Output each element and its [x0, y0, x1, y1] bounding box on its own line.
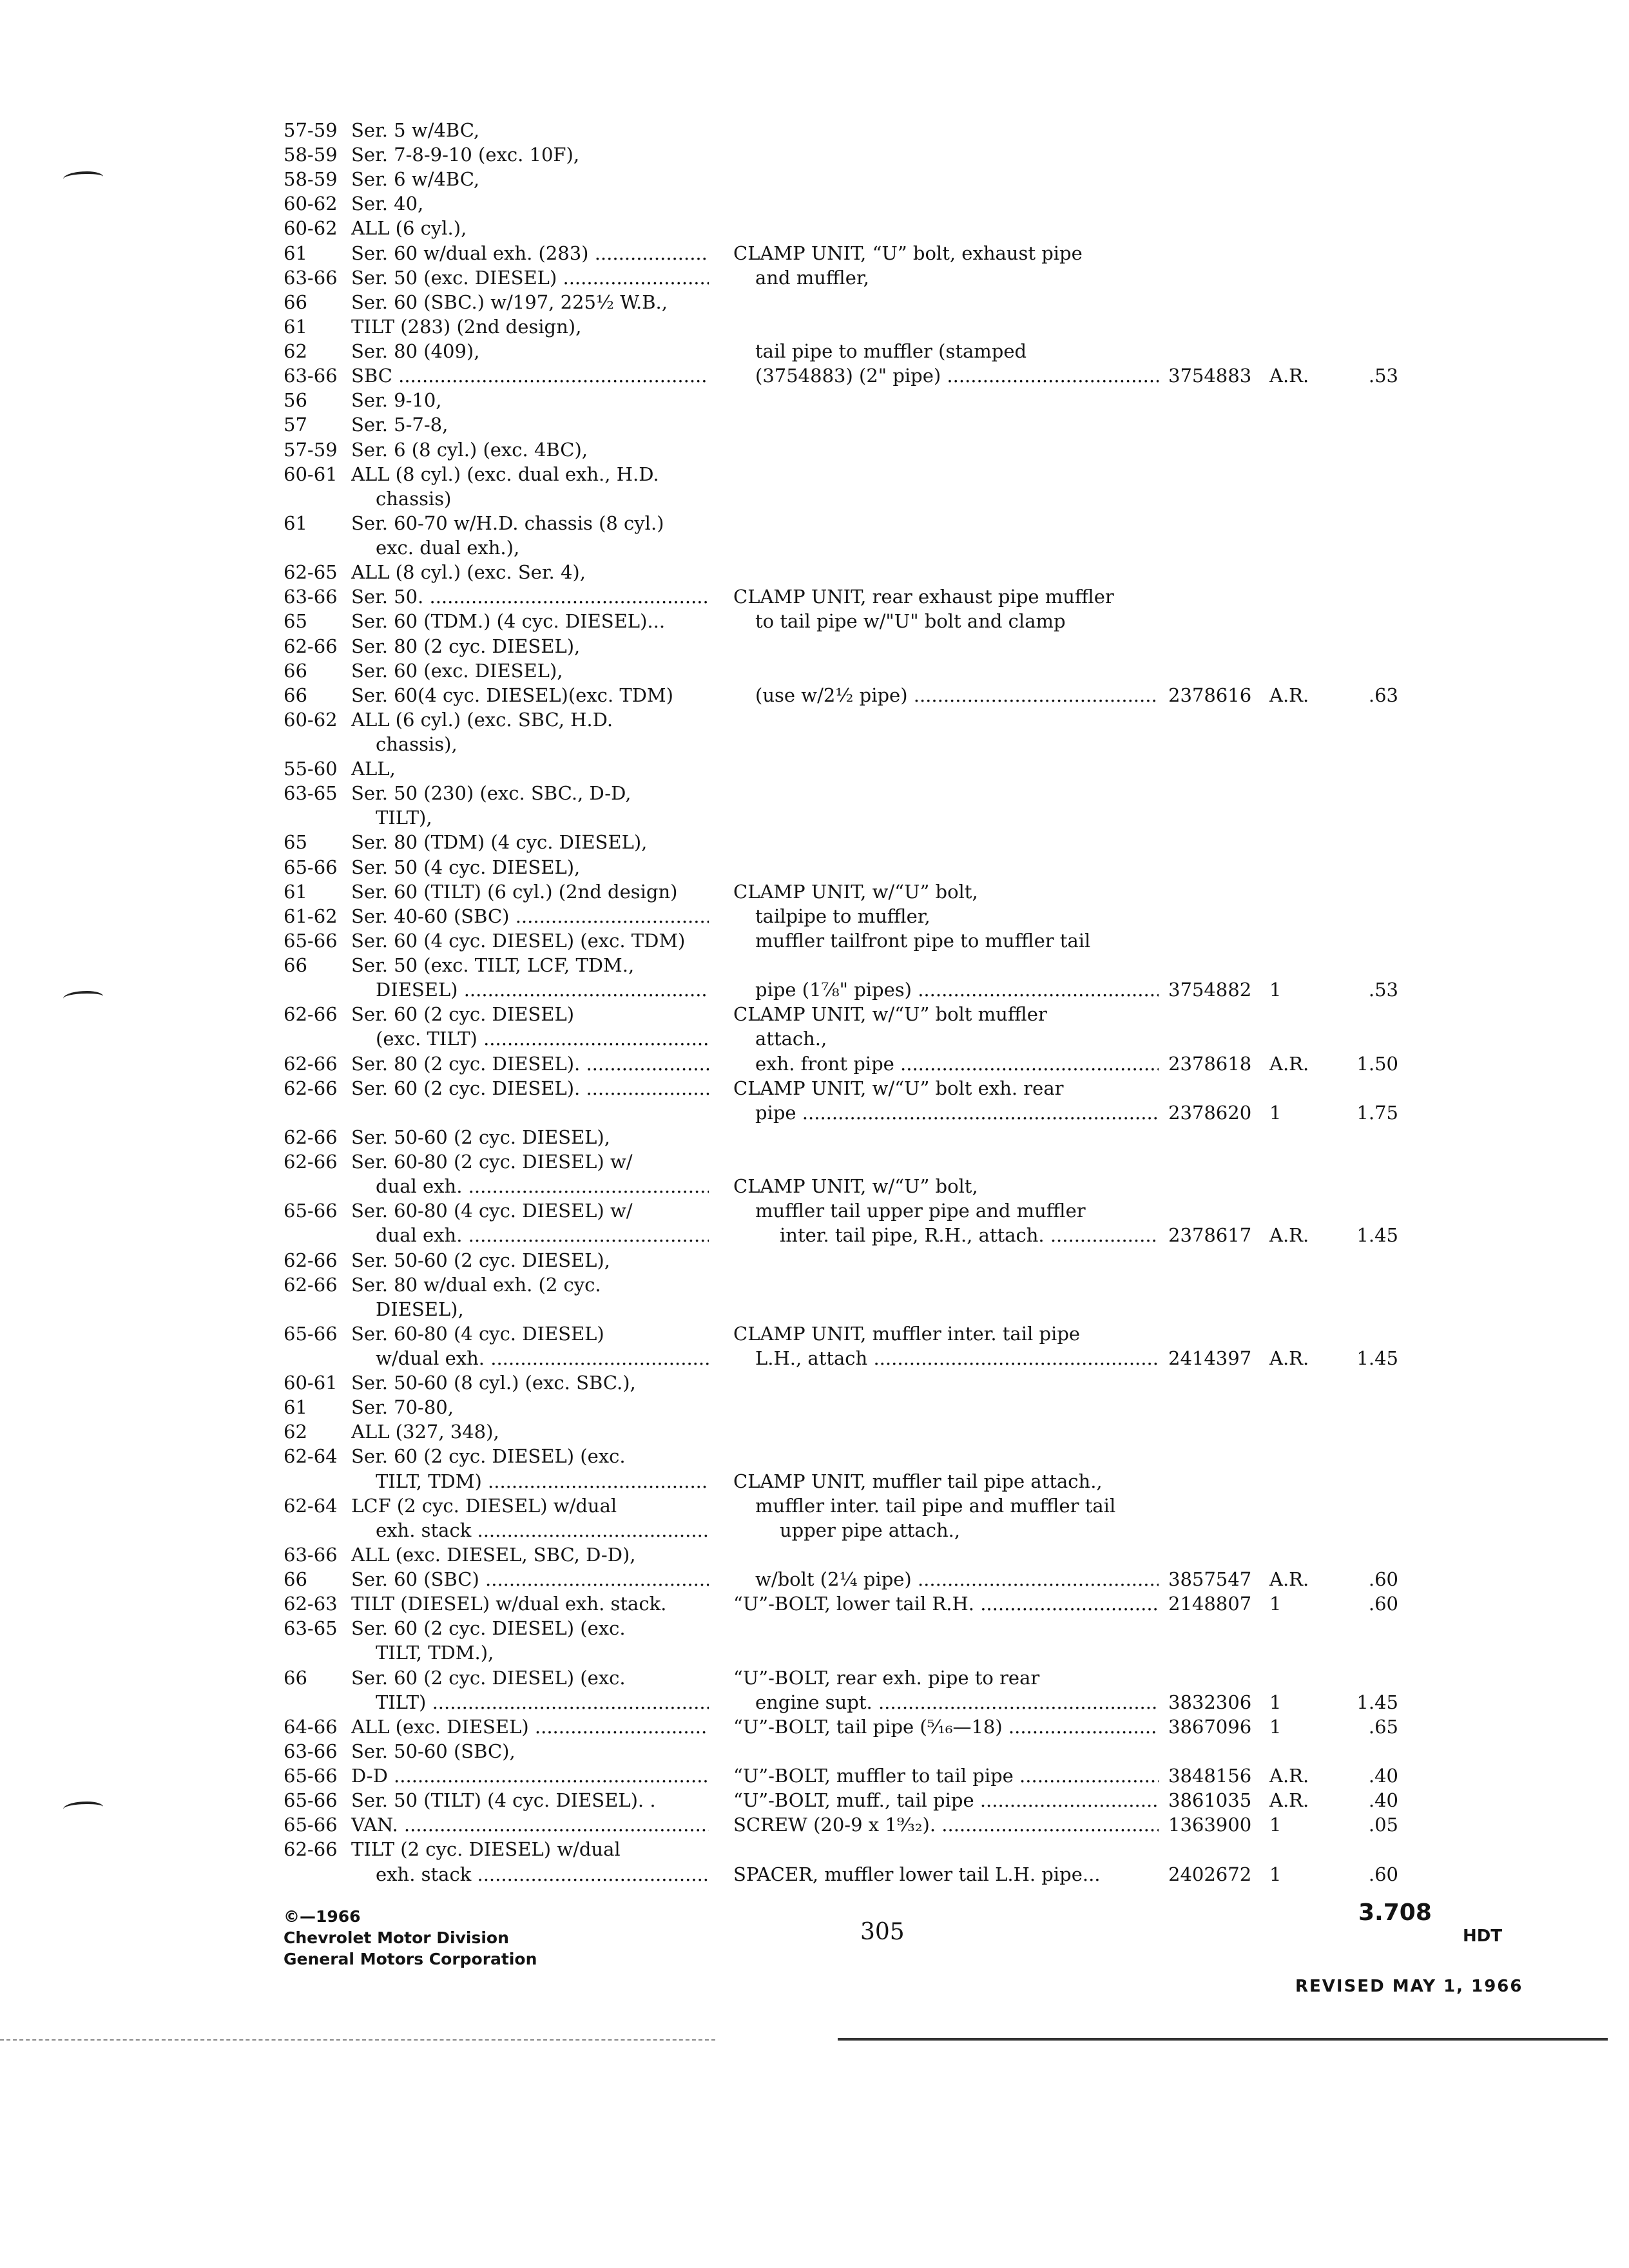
model-year: 63-65 [284, 782, 338, 805]
table-row [0, 1862, 1629, 1887]
model-application: Ser. 40, [351, 193, 424, 215]
table-row [0, 1419, 1629, 1444]
table-row [0, 683, 1629, 707]
model-application: (exc. TILT) ..... [376, 1026, 709, 1051]
table-row [0, 118, 1629, 142]
model-application: TILT), [376, 807, 432, 829]
model-year: 62-66 [284, 1003, 338, 1026]
part-description: to tail pipe w/"U" bolt and clamp [755, 610, 1066, 633]
table-row [0, 977, 1629, 1002]
table-row [0, 756, 1629, 781]
model-application: exh. stack ..... [376, 1518, 709, 1542]
table-row [0, 1076, 1629, 1100]
model-year: 62-64 [284, 1494, 338, 1517]
bottom-rule-left [0, 2039, 715, 2041]
revision-date: REVISED MAY 1, 1966 [1295, 1977, 1523, 1996]
model-year: 60-62 [284, 193, 338, 215]
part-description: L.H., attach ..... [755, 1346, 1159, 1370]
model-application: Ser. 60 w/dual exh. (283) ..... [351, 241, 709, 265]
model-application: Ser. 60 (2 cyc. DIESEL) [351, 1003, 575, 1026]
model-year: 63-66 [284, 266, 338, 289]
model-year: 66 [284, 684, 307, 706]
model-year: 62-66 [284, 635, 338, 657]
table-row [0, 412, 1629, 437]
model-application: Ser. 80 (2 cyc. DIESEL). ..... [351, 1052, 709, 1076]
model-year: 65-66 [284, 1322, 338, 1345]
table-row [0, 1125, 1629, 1149]
punch-hole-mark-middle [63, 991, 103, 1004]
part-description: CLAMP UNIT, w/“U” bolt, [733, 880, 978, 903]
table-row [0, 1395, 1629, 1419]
table-row [0, 781, 1629, 805]
model-year: 61 [284, 512, 307, 534]
quantity: 1 [1269, 1715, 1282, 1738]
model-application: Ser. 6 (8 cyl.) (exc. 4BC), [351, 438, 588, 461]
model-application: Ser. 60 (TILT) (6 cyl.) (2nd design) [351, 880, 678, 903]
part-description: CLAMP UNIT, muffler tail pipe attach., [733, 1470, 1103, 1492]
model-year: 65-66 [284, 856, 338, 878]
model-application: TILT, TDM) ..... [376, 1469, 709, 1494]
model-year: 63-65 [284, 1617, 338, 1640]
footer-publisher [284, 1906, 537, 1970]
part-description: pipe (1⅞" pipes) ..... [755, 977, 1159, 1002]
table-row [0, 1297, 1629, 1321]
model-application: D-D ..... [351, 1763, 709, 1788]
price: .60 [1368, 1863, 1398, 1885]
table-row [0, 1690, 1629, 1715]
model-year: 61 [284, 880, 307, 903]
model-application: exh. stack ..... [376, 1862, 709, 1887]
price: 1.50 [1356, 1052, 1398, 1075]
table-row [0, 1837, 1629, 1861]
model-year: 66 [284, 291, 307, 313]
table-row [0, 216, 1629, 240]
model-year: 62-66 [284, 1838, 338, 1861]
reference-number: 3.708 [1358, 1899, 1432, 1926]
model-application: Ser. 50 (230) (exc. SBC., D-D, [351, 782, 631, 805]
part-description: pipe ..... [755, 1100, 1159, 1125]
part-number: 3857547 [1168, 1568, 1252, 1591]
model-year: 61-62 [284, 905, 338, 927]
part-number: 1363900 [1168, 1814, 1252, 1836]
table-row [0, 1666, 1629, 1690]
model-year: 62-63 [284, 1593, 338, 1615]
model-application: ALL (8 cyl.) (exc. Ser. 4), [351, 561, 586, 584]
page-number: 305 [860, 1919, 905, 1945]
price: .60 [1368, 1568, 1398, 1591]
table-row [0, 904, 1629, 928]
part-description: (3754883) (2" pipe) ..... [755, 363, 1159, 388]
price: 1.45 [1356, 1224, 1398, 1247]
model-application: Ser. 50 (exc. TILT, LCF, TDM., [351, 954, 635, 977]
table-row [0, 1198, 1629, 1223]
model-year: 63-66 [284, 365, 338, 387]
table-row [0, 830, 1629, 854]
model-year: 62-64 [284, 1445, 338, 1468]
model-application: ALL, [351, 758, 396, 780]
model-application: Ser. 80 (409), [351, 340, 480, 363]
model-application: Ser. 80 (2 cyc. DIESEL), [351, 635, 581, 657]
part-description: muffler tailfront pipe to muffler tail [755, 929, 1091, 952]
part-description: “U”-BOLT, muffler to tail pipe ..... [733, 1763, 1159, 1788]
table-row [0, 1052, 1629, 1076]
table-row [0, 1591, 1629, 1616]
part-description: “U”-BOLT, tail pipe (⁵⁄₁₆—18) ..... [733, 1715, 1159, 1739]
table-row [0, 1444, 1629, 1468]
model-year: 60-62 [284, 708, 338, 731]
model-application: Ser. 50. ..... [351, 584, 709, 609]
model-year: 65 [284, 831, 307, 854]
part-number: 2378616 [1168, 684, 1252, 706]
part-description: attach., [755, 1028, 827, 1050]
punch-hole-mark-top [63, 171, 103, 184]
quantity: A.R. [1269, 1052, 1309, 1075]
price: .65 [1368, 1715, 1398, 1738]
part-number: 2378617 [1168, 1224, 1252, 1247]
model-year: 66 [284, 1666, 307, 1689]
part-number: 3754883 [1168, 365, 1252, 387]
quantity: 1 [1269, 1593, 1282, 1615]
model-application: dual exh. ..... [376, 1174, 709, 1198]
part-number: 3867096 [1168, 1715, 1252, 1738]
part-description: CLAMP UNIT, w/“U” bolt muffler [733, 1003, 1047, 1026]
model-application: w/dual exh. ..... [376, 1346, 709, 1370]
quantity: A.R. [1269, 1347, 1309, 1369]
model-year: 56 [284, 389, 307, 412]
model-application: TILT (DIESEL) w/dual exh. stack. [351, 1593, 667, 1615]
table-row [0, 1370, 1629, 1395]
model-application: TILT, TDM.), [376, 1642, 494, 1664]
table-row [0, 1616, 1629, 1640]
model-application: Ser. 5 w/4BC, [351, 119, 480, 141]
quantity: A.R. [1269, 684, 1309, 706]
model-application: exc. dual exh.), [376, 537, 520, 559]
part-number: 3832306 [1168, 1691, 1252, 1713]
table-row [0, 1346, 1629, 1370]
part-description: “U”-BOLT, muff., tail pipe ..... [733, 1788, 1159, 1812]
part-number: 3848156 [1168, 1765, 1252, 1787]
model-year: 65-66 [284, 1814, 338, 1836]
model-year: 61 [284, 1396, 307, 1419]
price: 1.45 [1356, 1691, 1398, 1713]
table-row [0, 1321, 1629, 1346]
model-year: 61 [284, 242, 307, 264]
model-year: 62-66 [284, 1052, 338, 1075]
model-application: Ser. 7-8-9-10 (exc. 10F), [351, 144, 580, 166]
model-year: 64-66 [284, 1715, 338, 1738]
part-description: muffler inter. tail pipe and muffler tail [755, 1494, 1116, 1517]
quantity: A.R. [1269, 1789, 1309, 1812]
model-application: Ser. 60 (2 cyc. DIESEL) (exc. [351, 1445, 626, 1468]
price: 1.75 [1356, 1101, 1398, 1124]
division-name: Chevrolet Motor Division [284, 1928, 509, 1947]
model-application: ALL (6 cyl.) (exc. SBC, H.D. [351, 708, 613, 731]
table-row [0, 142, 1629, 167]
model-year: 62-66 [284, 1151, 338, 1173]
quantity: A.R. [1269, 1224, 1309, 1247]
table-row [0, 241, 1629, 265]
part-description: tail pipe to muffler (stamped [755, 340, 1027, 363]
price: .63 [1368, 684, 1398, 706]
model-year: 62 [284, 340, 307, 363]
table-row [0, 1026, 1629, 1051]
table-row [0, 707, 1629, 732]
model-year: 58-59 [284, 168, 338, 191]
model-application: DIESEL) ..... [376, 977, 709, 1002]
model-year: 63-66 [284, 586, 338, 608]
part-description: SCREW (20-9 x 1⁹⁄₃₂). ..... [733, 1812, 1159, 1837]
model-application: Ser. 80 (TDM) (4 cyc. DIESEL), [351, 831, 648, 854]
table-row [0, 437, 1629, 462]
punch-hole-mark-bottom [63, 1802, 103, 1814]
price: .53 [1368, 365, 1398, 387]
model-year: 62-66 [284, 1126, 338, 1148]
table-row [0, 1640, 1629, 1665]
price: .40 [1368, 1765, 1398, 1787]
model-application: Ser. 50 (4 cyc. DIESEL), [351, 856, 581, 878]
table-row [0, 339, 1629, 363]
model-application: Ser. 60 (4 cyc. DIESEL) (exc. TDM) [351, 929, 686, 952]
model-year: 66 [284, 659, 307, 682]
table-row [0, 609, 1629, 633]
model-application: Ser. 60-80 (2 cyc. DIESEL) w/ [351, 1151, 633, 1173]
model-application: Ser. 60-80 (4 cyc. DIESEL) w/ [351, 1200, 633, 1222]
part-description: CLAMP UNIT, w/“U” bolt, [733, 1175, 978, 1198]
table-row [0, 634, 1629, 658]
part-description: upper pipe attach., [780, 1519, 961, 1541]
part-description: SPACER, muffler lower tail L.H. pipe... [733, 1863, 1101, 1885]
model-application: Ser. 50 (exc. DIESEL) ..... [351, 265, 709, 290]
table-row [0, 535, 1629, 560]
model-year: 65 [284, 610, 307, 633]
price: .05 [1368, 1814, 1398, 1836]
model-application: Ser. 6 w/4BC, [351, 168, 480, 191]
model-application: Ser. 50 (TILT) (4 cyc. DIESEL). . [351, 1789, 656, 1812]
part-number: 2378620 [1168, 1101, 1252, 1124]
price: .40 [1368, 1789, 1398, 1812]
part-number: 2378618 [1168, 1052, 1252, 1075]
part-number: 2148807 [1168, 1593, 1252, 1615]
table-row [0, 486, 1629, 511]
table-row [0, 732, 1629, 756]
table-row [0, 1002, 1629, 1026]
table-row [0, 879, 1629, 904]
table-row [0, 805, 1629, 830]
model-year: 65-66 [284, 1765, 338, 1787]
part-description: tailpipe to muffler, [755, 905, 930, 927]
quantity: 1 [1269, 1691, 1282, 1713]
model-application: Ser. 50-60 (2 cyc. DIESEL), [351, 1126, 610, 1148]
model-application: Ser. 60 (TDM.) (4 cyc. DIESEL)... [351, 610, 666, 633]
model-application: VAN. ..... [351, 1812, 709, 1837]
table-row [0, 363, 1629, 388]
model-application: TILT (283) (2nd design), [351, 315, 582, 338]
table-row [0, 462, 1629, 486]
bottom-rule-right [838, 2038, 1608, 2041]
model-year: 62-66 [284, 1249, 338, 1271]
table-row [0, 855, 1629, 879]
model-application: chassis), [376, 733, 458, 755]
table-row [0, 388, 1629, 412]
series-code: HDT [1463, 1927, 1503, 1946]
part-description: CLAMP UNIT, rear exhaust pipe muffler [733, 586, 1114, 608]
table-row [0, 1174, 1629, 1198]
table-row [0, 1149, 1629, 1174]
table-row [0, 191, 1629, 216]
model-application: Ser. 50-60 (8 cyl.) (exc. SBC.), [351, 1372, 636, 1394]
model-year: 61 [284, 315, 307, 338]
part-description: “U”-BOLT, lower tail R.H. ..... [733, 1591, 1159, 1616]
price: 1.45 [1356, 1347, 1398, 1369]
part-description: CLAMP UNIT, muffler inter. tail pipe [733, 1322, 1081, 1345]
table-row [0, 1248, 1629, 1273]
part-description: and muffler, [755, 266, 869, 289]
model-application: LCF (2 cyc. DIESEL) w/dual [351, 1494, 617, 1517]
model-application: Ser. 9-10, [351, 389, 442, 412]
quantity: 1 [1269, 1814, 1282, 1836]
quantity: 1 [1269, 979, 1282, 1001]
model-year: 57-59 [284, 119, 338, 141]
model-application: Ser. 60 (2 cyc. DIESEL). ..... [351, 1076, 709, 1100]
model-application: dual exh. ..... [376, 1223, 709, 1247]
model-application: Ser. 50-60 (SBC), [351, 1740, 516, 1762]
model-year: 62-66 [284, 1077, 338, 1099]
table-row [0, 1715, 1629, 1739]
part-description: muffler tail upper pipe and muffler [755, 1200, 1086, 1222]
model-year: 60-62 [284, 217, 338, 240]
table-row [0, 1763, 1629, 1788]
table-row [0, 1739, 1629, 1763]
model-application: SBC ..... [351, 363, 709, 388]
table-row [0, 928, 1629, 953]
model-year: 57 [284, 414, 307, 436]
part-description: CLAMP UNIT, “U” bolt, exhaust pipe [733, 242, 1083, 264]
table-row [0, 314, 1629, 339]
model-application: Ser. 70-80, [351, 1396, 454, 1419]
part-number: 3754882 [1168, 979, 1252, 1001]
part-description: engine supt. ..... [755, 1690, 1159, 1715]
part-description: “U”-BOLT, rear exh. pipe to rear [733, 1666, 1040, 1689]
model-application: ALL (8 cyl.) (exc. dual exh., H.D. [351, 463, 659, 485]
model-year: 60-61 [284, 463, 338, 485]
quantity: A.R. [1269, 1568, 1309, 1591]
table-row [0, 658, 1629, 683]
quantity: 1 [1269, 1863, 1282, 1885]
table-row [0, 167, 1629, 191]
model-application: ALL (exc. DIESEL) ..... [351, 1715, 709, 1739]
table-row [0, 1494, 1629, 1518]
table-row [0, 1567, 1629, 1591]
table-row [0, 1469, 1629, 1494]
model-application: ALL (327, 348), [351, 1421, 499, 1443]
part-description: inter. tail pipe, R.H., attach. ..... [780, 1223, 1159, 1247]
model-year: 65-66 [284, 929, 338, 952]
model-year: 63-66 [284, 1543, 338, 1566]
model-application: chassis) [376, 487, 452, 510]
table-row [0, 584, 1629, 609]
model-application: Ser. 60 (SBC) ..... [351, 1567, 709, 1591]
model-year: 58-59 [284, 144, 338, 166]
quantity: A.R. [1269, 365, 1309, 387]
table-row [0, 290, 1629, 314]
quantity: 1 [1269, 1101, 1282, 1124]
model-application: Ser. 60 (exc. DIESEL), [351, 659, 563, 682]
part-description: exh. front pipe ..... [755, 1052, 1159, 1076]
table-row [0, 511, 1629, 535]
model-year: 57-59 [284, 438, 338, 461]
model-year: 66 [284, 954, 307, 977]
model-application: Ser. 60-70 w/H.D. chassis (8 cyl.) [351, 512, 664, 534]
price: .53 [1368, 979, 1398, 1001]
table-row [0, 1273, 1629, 1297]
part-description: (use w/2½ pipe) ..... [755, 683, 1159, 707]
part-number: 2414397 [1168, 1347, 1252, 1369]
model-application: ALL (6 cyl.), [351, 217, 467, 240]
model-application: TILT (2 cyc. DIESEL) w/dual [351, 1838, 621, 1861]
table-row [0, 1223, 1629, 1247]
table-row [0, 953, 1629, 977]
model-application: Ser. 40-60 (SBC) ..... [351, 904, 709, 928]
model-year: 60-61 [284, 1372, 338, 1394]
table-row [0, 1788, 1629, 1812]
table-row [0, 1518, 1629, 1542]
model-application: Ser. 60(4 cyc. DIESEL)(exc. TDM) [351, 684, 673, 706]
part-description: w/bolt (2¼ pipe) ..... [755, 1567, 1159, 1591]
model-application: ALL (exc. DIESEL, SBC, D-D), [351, 1543, 636, 1566]
model-application: Ser. 60 (2 cyc. DIESEL) (exc. [351, 1666, 626, 1689]
model-year: 62-66 [284, 1273, 338, 1296]
table-row [0, 1542, 1629, 1567]
model-year: 66 [284, 1568, 307, 1591]
model-application: TILT) ..... [376, 1690, 709, 1715]
part-number: 2402672 [1168, 1863, 1252, 1885]
model-application: Ser. 60-80 (4 cyc. DIESEL) [351, 1322, 604, 1345]
table-row [0, 560, 1629, 584]
model-application: Ser. 50-60 (2 cyc. DIESEL), [351, 1249, 610, 1271]
model-year: 62-65 [284, 561, 338, 584]
model-application: Ser. 80 w/dual exh. (2 cyc. [351, 1273, 601, 1296]
model-application: Ser. 5-7-8, [351, 414, 448, 436]
model-year: 65-66 [284, 1200, 338, 1222]
quantity: A.R. [1269, 1765, 1309, 1787]
model-application: Ser. 60 (2 cyc. DIESEL) (exc. [351, 1617, 626, 1640]
table-row [0, 265, 1629, 290]
corporation-name: General Motors Corporation [284, 1950, 537, 1968]
part-number: 3861035 [1168, 1789, 1252, 1812]
price: .60 [1368, 1593, 1398, 1615]
part-description: CLAMP UNIT, w/“U” bolt exh. rear [733, 1077, 1064, 1099]
model-year: 62 [284, 1421, 307, 1443]
table-row [0, 1100, 1629, 1125]
model-year: 63-66 [284, 1740, 338, 1762]
model-application: DIESEL), [376, 1298, 464, 1320]
model-application: Ser. 60 (SBC.) w/197, 225½ W.B., [351, 291, 668, 313]
model-year: 55-60 [284, 758, 338, 780]
table-row [0, 1812, 1629, 1837]
model-year: 65-66 [284, 1789, 338, 1812]
copyright: ©—1966 [284, 1907, 361, 1926]
